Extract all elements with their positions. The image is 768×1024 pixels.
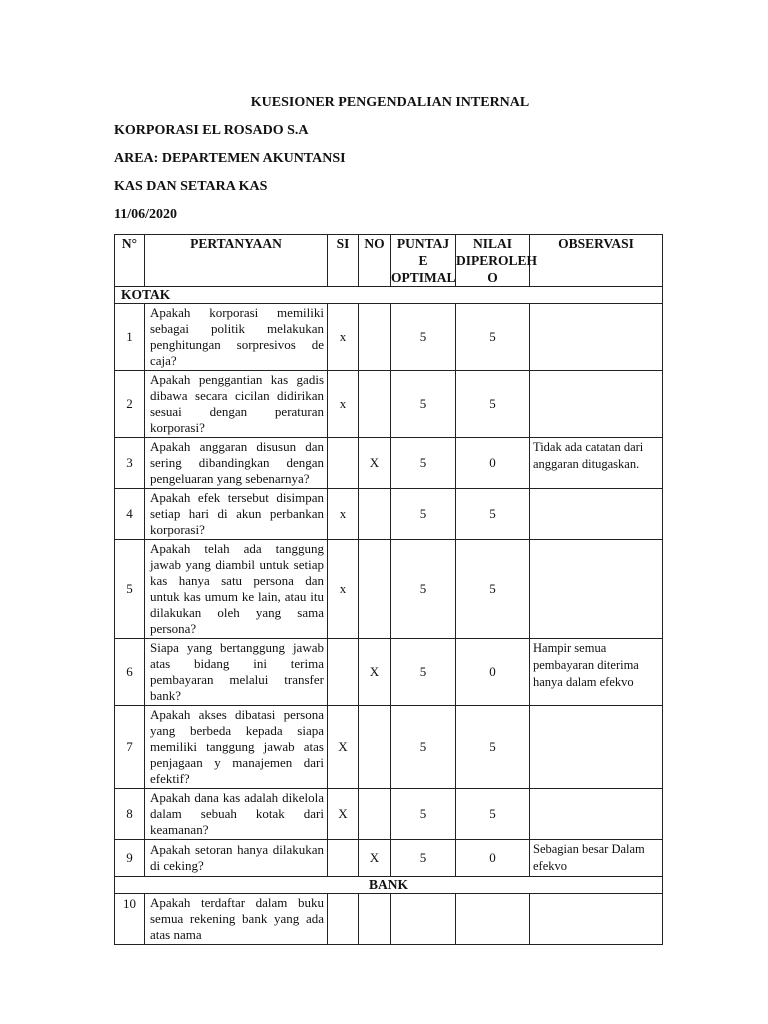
section-row-kotak bbox=[115, 287, 663, 304]
question-text: Apakah efek tersebut disimpan setiap hari di akun perbankan korporasi? bbox=[150, 490, 324, 537]
question-text: Apakah dana kas adalah dikelola dalam sebuah kotak dari keamanan? bbox=[150, 790, 324, 837]
observation-text bbox=[530, 371, 663, 438]
no-mark bbox=[359, 706, 391, 789]
no-mark bbox=[359, 489, 391, 540]
obtained-score: 0 bbox=[456, 639, 530, 706]
table-row bbox=[115, 489, 663, 540]
row-number: 8 bbox=[115, 789, 145, 840]
table-row bbox=[115, 840, 663, 877]
col-header-optimal: PUNTAJ E OPTIMAL bbox=[391, 236, 456, 285]
optimal-score bbox=[391, 894, 456, 945]
no-mark bbox=[359, 304, 391, 371]
question-text: Siapa yang bertanggung jawab atas bidang ini terima pembayaran melalui transfer bank? bbox=[150, 640, 324, 703]
question-text: Apakah terdaftar dalam buku semua rekening bank yang ada atas nama bbox=[150, 895, 324, 942]
obtained-score: 5 bbox=[456, 489, 530, 540]
si-mark: X bbox=[328, 706, 359, 789]
obtained-score bbox=[456, 894, 530, 945]
si-mark: x bbox=[328, 489, 359, 540]
table-row bbox=[115, 789, 663, 840]
row-number: 5 bbox=[115, 540, 145, 639]
observation-text bbox=[530, 489, 663, 540]
obtained-score: 0 bbox=[456, 840, 530, 877]
col-header-si: SI bbox=[328, 235, 359, 287]
question-text: Apakah akses dibatasi persona yang berbeda kepada siapa memiliki tanggung jawab atas penjagaan y manajemen dari efektif? bbox=[150, 707, 324, 786]
company-name: KORPORASI EL ROSADO S.A bbox=[114, 123, 309, 138]
observation-text: Tidak ada catatan dari anggaran ditugaskan. bbox=[530, 438, 663, 489]
row-number: 6 bbox=[115, 639, 145, 706]
section-label: KOTAK bbox=[115, 287, 663, 304]
no-mark bbox=[359, 789, 391, 840]
si-mark: x bbox=[328, 371, 359, 438]
no-mark bbox=[359, 371, 391, 438]
optimal-score: 5 bbox=[391, 840, 456, 877]
row-number: 9 bbox=[115, 840, 145, 877]
si-mark: x bbox=[328, 540, 359, 639]
observation-text bbox=[530, 540, 663, 639]
si-mark bbox=[328, 894, 359, 945]
no-mark bbox=[359, 540, 391, 639]
si-mark bbox=[328, 438, 359, 489]
row-number: 2 bbox=[115, 371, 145, 438]
row-number: 7 bbox=[115, 706, 145, 789]
section-row-bank bbox=[115, 877, 663, 894]
col-header-question: PERTANYAAN bbox=[145, 235, 328, 287]
no-mark: X bbox=[359, 639, 391, 706]
observation-text bbox=[530, 894, 663, 945]
obtained-score: 5 bbox=[456, 789, 530, 840]
optimal-score: 5 bbox=[391, 639, 456, 706]
table-row bbox=[115, 438, 663, 489]
date-label: 11/06/2020 bbox=[114, 207, 178, 222]
optimal-score: 5 bbox=[391, 789, 456, 840]
observation-text bbox=[530, 304, 663, 371]
table-row bbox=[115, 304, 663, 371]
optimal-score: 5 bbox=[391, 489, 456, 540]
col-header-no: NO bbox=[359, 235, 391, 287]
row-number: 4 bbox=[115, 489, 145, 540]
question-text: Apakah penggantian kas gadis dibawa secara cicilan didirikan sesuai dengan peraturan korporasi? bbox=[150, 372, 324, 435]
obtained-score: 5 bbox=[456, 706, 530, 789]
no-mark: X bbox=[359, 840, 391, 877]
no-mark: X bbox=[359, 438, 391, 489]
si-mark bbox=[328, 639, 359, 706]
table-row bbox=[115, 371, 663, 438]
row-number: 3 bbox=[115, 438, 145, 489]
observation-text: Hampir semua pembayaran diterima hanya dalam efekvo bbox=[530, 639, 663, 706]
obtained-score: 5 bbox=[456, 540, 530, 639]
optimal-score: 5 bbox=[391, 304, 456, 371]
questionnaire-table bbox=[114, 234, 663, 945]
si-mark: x bbox=[328, 304, 359, 371]
optimal-score: 5 bbox=[391, 371, 456, 438]
no-mark bbox=[359, 894, 391, 945]
table-row bbox=[115, 706, 663, 789]
document-title: KUESIONER PENGENDALIAN INTERNAL bbox=[250, 95, 530, 110]
optimal-score: 5 bbox=[391, 706, 456, 789]
question-text: Apakah telah ada tanggung jawab yang diambil untuk setiap kas hanya satu persona dan untuk kas umum ke lain, atau itu dilakukan oleh yang sama persona? bbox=[150, 541, 324, 636]
row-number: 1 bbox=[115, 304, 145, 371]
question-text: Apakah setoran hanya dilakukan di ceking? bbox=[150, 842, 324, 873]
row-number: 10 bbox=[115, 894, 145, 945]
section-label: BANK bbox=[115, 877, 663, 894]
area-label: AREA: DEPARTEMEN AKUNTANSI bbox=[114, 151, 346, 166]
optimal-score: 5 bbox=[391, 540, 456, 639]
table-header-row bbox=[115, 235, 663, 287]
table-row bbox=[115, 540, 663, 639]
obtained-score: 5 bbox=[456, 304, 530, 371]
subject-label: KAS DAN SETARA KAS bbox=[114, 179, 268, 194]
obtained-score: 0 bbox=[456, 438, 530, 489]
col-header-observation: OBSERVASI bbox=[530, 235, 663, 287]
observation-text bbox=[530, 706, 663, 789]
question-text: Apakah anggaran disusun dan sering dibandingkan dengan pengeluaran yang sebenarnya? bbox=[150, 439, 324, 486]
obtained-score: 5 bbox=[456, 371, 530, 438]
observation-text: Sebagian besar Dalam efekvo bbox=[530, 840, 663, 877]
question-text: Apakah korporasi memiliki sebagai politik melakukan penghitungan sorpresivos de caja? bbox=[150, 305, 324, 368]
si-mark bbox=[328, 840, 359, 877]
si-mark: X bbox=[328, 789, 359, 840]
table-row bbox=[115, 639, 663, 706]
table-row bbox=[115, 894, 663, 945]
col-header-obtained: NILAI DIPEROLEH O bbox=[456, 236, 538, 285]
optimal-score: 5 bbox=[391, 438, 456, 489]
observation-text bbox=[530, 789, 663, 840]
col-header-number: N° bbox=[115, 235, 145, 287]
